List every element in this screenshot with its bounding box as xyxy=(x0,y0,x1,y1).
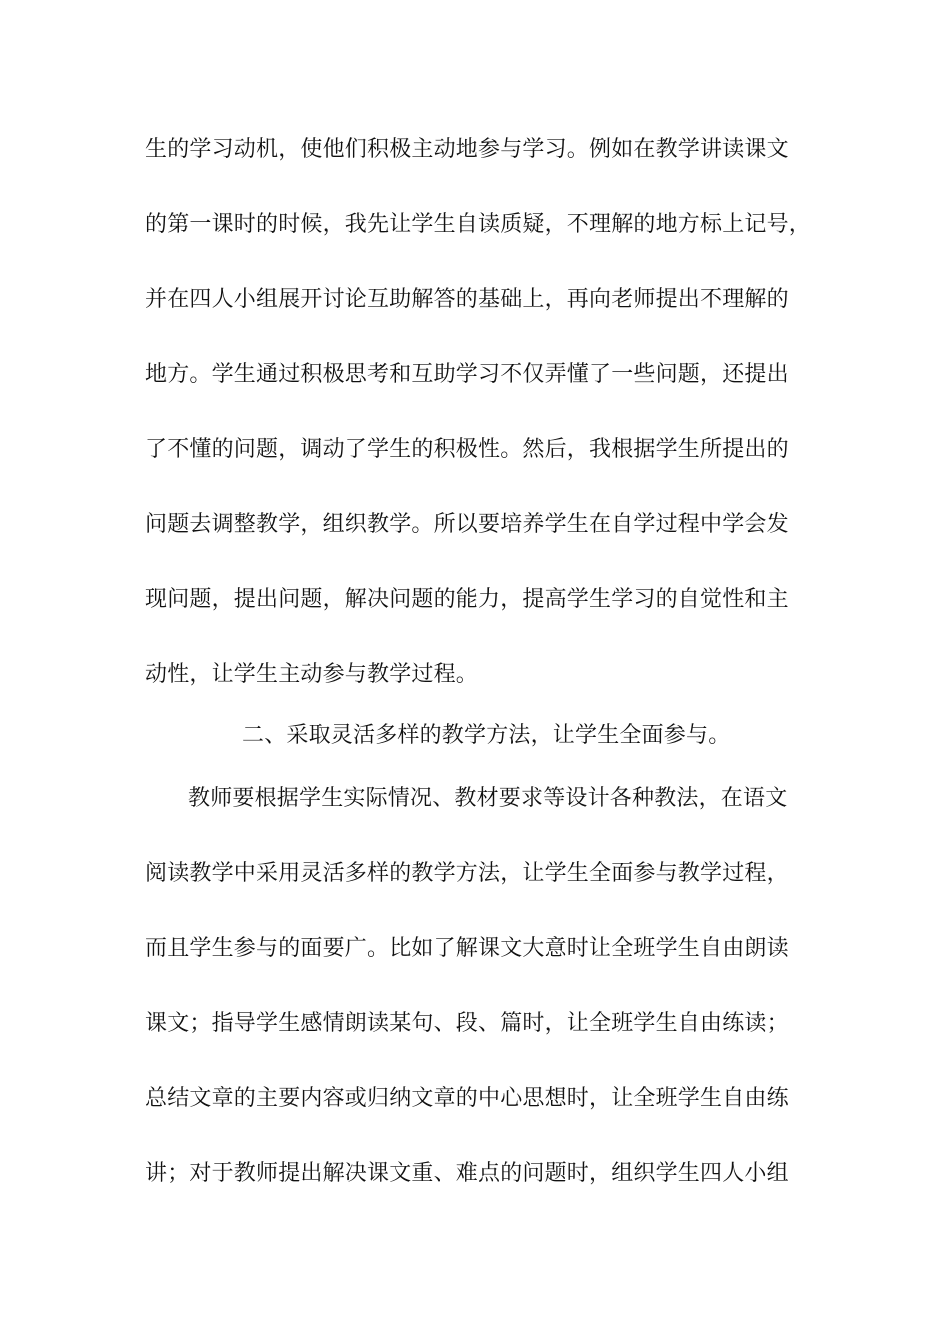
paragraph-line: 的第一课时的时候，我先让学生自读质疑，不理解的地方标上记号， xyxy=(145,212,812,237)
paragraph-line: 而且学生参与的面要广。比如了解课文大意时让全班学生自由朗读 xyxy=(145,936,789,961)
paragraph-line: 总结文章的主要内容或归纳文章的中心思想时，让全班学生自由练 xyxy=(145,1086,789,1111)
paragraph-line: 讲；对于教师提出解决课文重、难点的问题时，组织学生四人小组 xyxy=(145,1161,789,1186)
paragraph-line: 现问题，提出问题，解决问题的能力，提高学生学习的自觉性和主 xyxy=(145,587,789,612)
paragraph-line: 课文；指导学生感情朗读某句、段、篇时，让全班学生自由练读； xyxy=(145,1011,789,1036)
section-heading: 二、采取灵活多样的教学方法，让学生全面参与。 xyxy=(242,723,731,748)
paragraph-line: 并在四人小组展开讨论互助解答的基础上，再向老师提出不理解的 xyxy=(145,287,789,312)
paragraph-line: 阅读教学中采用灵活多样的教学方法，让学生全面参与教学过程， xyxy=(145,861,789,886)
paragraph-line: 问题去调整教学，组织教学。所以要培养学生在自学过程中学会发 xyxy=(145,512,789,537)
paragraph-line: 教师要根据学生实际情况、教材要求等设计各种教法，在语文 xyxy=(188,786,788,811)
paragraph-line: 地方。学生通过积极思考和互助学习不仅弄懂了一些问题，还提出 xyxy=(145,362,789,387)
paragraph-line: 动性，让学生主动参与教学过程。 xyxy=(145,662,479,687)
paragraph-line: 生的学习动机，使他们积极主动地参与学习。例如在教学讲读课文 xyxy=(145,137,789,162)
paragraph-line: 了不懂的问题，调动了学生的积极性。然后，我根据学生所提出的 xyxy=(145,437,789,462)
